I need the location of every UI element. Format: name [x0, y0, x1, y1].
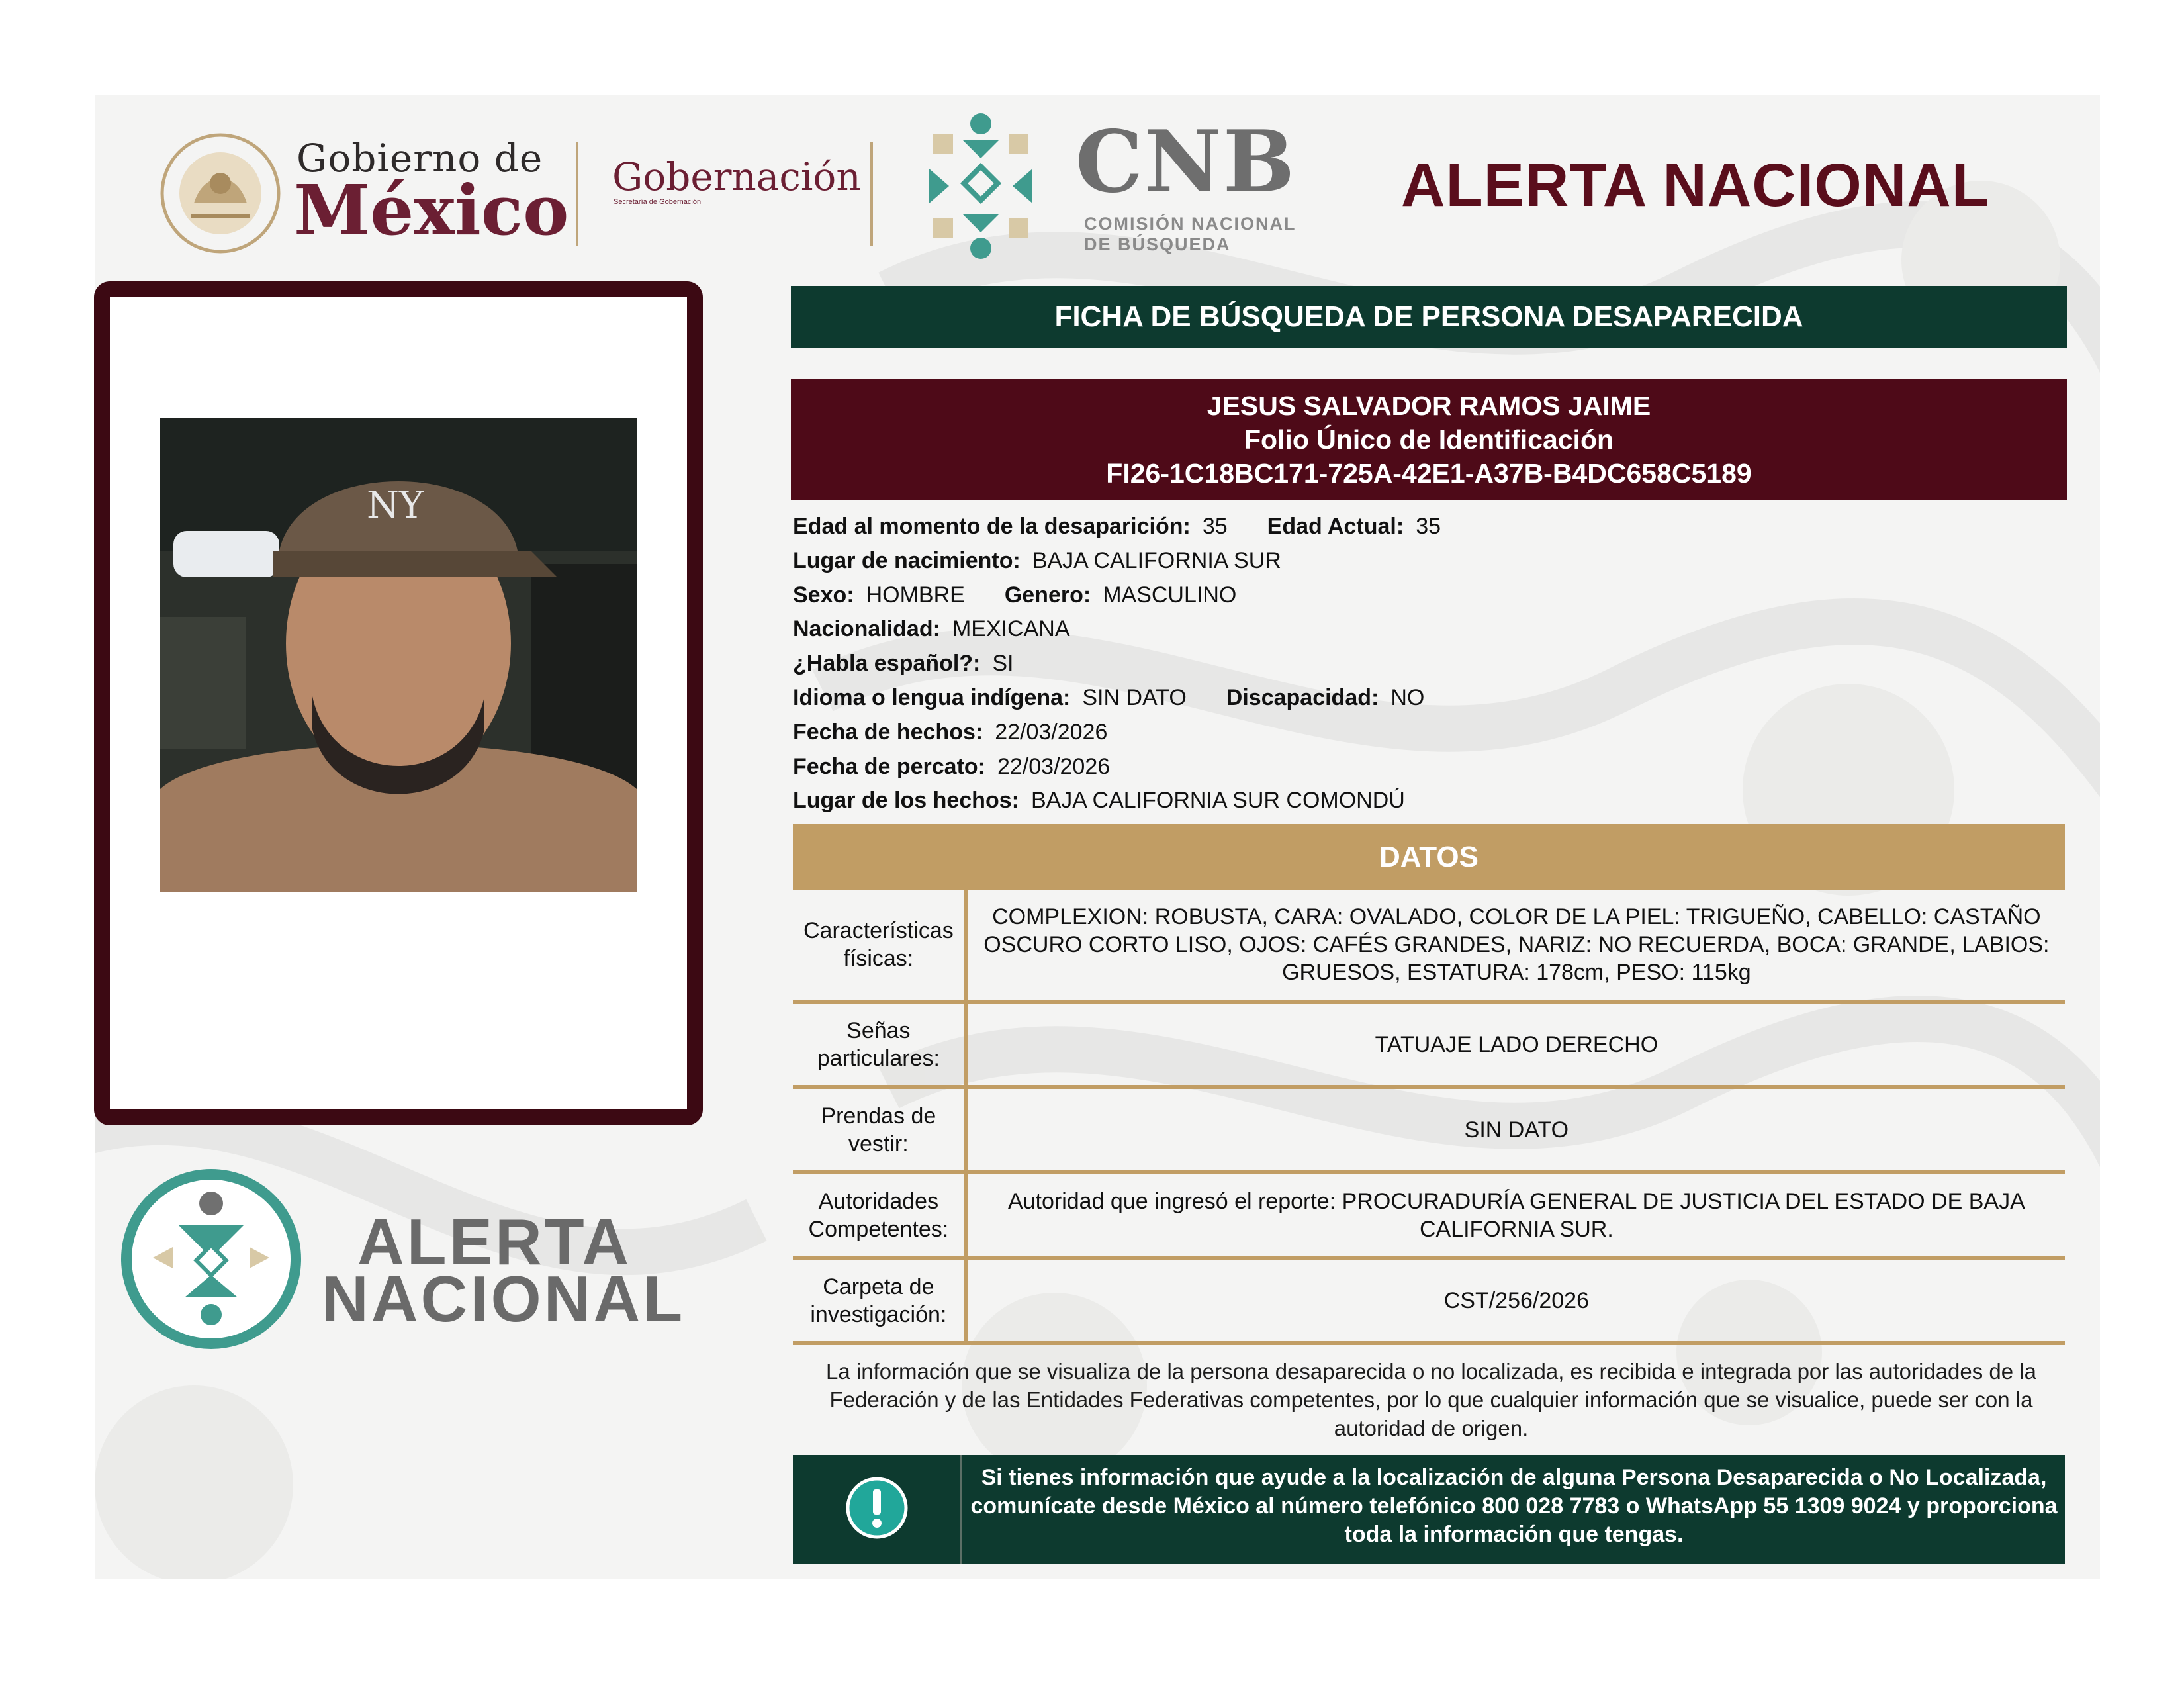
fecha-hechos-value: 22/03/2026	[995, 719, 1108, 745]
fecha-percato-label: Fecha de percato:	[793, 753, 985, 779]
discapacidad-label: Discapacidad:	[1226, 684, 1379, 710]
fecha-hechos-label: Fecha de hechos:	[793, 719, 983, 745]
info-row-sexo	[793, 579, 2070, 613]
folio-label: Folio Único de Identificación	[1244, 424, 1614, 455]
person-name-banner	[791, 379, 2067, 500]
ficha-title-banner: FICHA DE BÚSQUEDA DE PERSONA DESAPARECIDA	[791, 286, 2067, 348]
idioma-label: Idioma o lengua indígena:	[793, 684, 1071, 710]
edad-desaparicion-label: Edad al momento de la desaparición:	[793, 514, 1191, 539]
cnb-title: CNB	[1075, 113, 1297, 212]
lugar-hechos-label: Lugar de los hechos:	[793, 788, 1019, 814]
cnb-logo-icon	[903, 108, 1059, 264]
datos-value: Autoridad que ingresó el reporte: PROCURADURÍA GENERAL DE JUSTICIA DEL ESTADO DE BAJA CALIFORNIA SUR.	[966, 1172, 2065, 1258]
info-row-habla	[793, 647, 2070, 681]
table-row	[793, 1002, 2065, 1087]
datos-table	[793, 890, 2065, 1345]
contact-text: Si tienes información que ayude a la localización de alguna Persona Desaparecida o No Localizada, comunícate desde México al número telefónico 800 028 7783 o WhatsApp 55 1309 9024 y proporciona toda la información que tengas.	[970, 1465, 2058, 1547]
contact-divider	[960, 1455, 962, 1564]
table-row	[793, 1258, 2065, 1343]
lugar-nacimiento-value: BAJA CALIFORNIA SUR	[1032, 547, 1281, 573]
info-row-fecha-percato	[793, 750, 2070, 784]
alerta-nacional-title: ALERTA NACIONAL	[1401, 152, 1989, 219]
datos-key: Autoridades Competentes:	[793, 1172, 966, 1258]
datos-value: TATUAJE LADO DERECHO	[966, 1002, 2065, 1087]
nacionalidad-label: Nacionalidad:	[793, 616, 940, 642]
cnb-subtitle-line1: COMISIÓN NACIONAL	[1084, 214, 1297, 234]
habla-value: SI	[992, 651, 1014, 677]
gobernacion-title: Gobernación	[612, 154, 861, 199]
fecha-percato-value: 22/03/2026	[997, 753, 1111, 779]
datos-header: DATOS	[793, 824, 2065, 890]
genero-label: Genero:	[1004, 582, 1091, 608]
alerta-logo-text: ALERTA	[357, 1205, 632, 1278]
genero-value: MASCULINO	[1103, 582, 1237, 608]
lugar-hechos-value: BAJA CALIFORNIA SUR COMONDÚ	[1030, 788, 1405, 814]
info-row-idioma	[793, 681, 2070, 716]
mexico-seal-logo	[158, 130, 283, 256]
edad-actual-label: Edad Actual:	[1267, 514, 1404, 539]
edad-desaparicion-value: 35	[1202, 514, 1228, 539]
info-row-edad	[793, 510, 2070, 544]
lugar-nacimiento-label: Lugar de nacimiento:	[793, 547, 1021, 573]
svg-text:NY: NY	[367, 484, 424, 527]
disclaimer-text: La información que se visualiza de la persona desaparecida o no localizada, es recibida e integrada por las autoridades de la Federación y de las Entidades Federativas competentes, por lo que cualquier información que se visualice, puede ser con la autoridad de origen.	[825, 1359, 2036, 1440]
info-row-nacionalidad	[793, 612, 2070, 647]
nacionalidad-value: MEXICANA	[952, 616, 1070, 642]
person-name: JESUS SALVADOR RAMOS JAIME	[1206, 391, 1651, 421]
info-row-fecha-hechos	[793, 716, 2070, 750]
table-row	[793, 1172, 2065, 1258]
header-divider	[576, 142, 578, 246]
alerta-nacional-logo-icon	[117, 1165, 306, 1354]
table-row	[793, 890, 2065, 1002]
mexico-text: México	[294, 169, 569, 251]
datos-key: Señas particulares:	[793, 1002, 966, 1087]
exclamation-icon	[845, 1476, 909, 1540]
datos-key: Características físicas:	[793, 890, 966, 1002]
nacional-logo-text: NACIONAL	[322, 1262, 686, 1335]
habla-label: ¿Habla español?:	[793, 651, 981, 677]
header-divider	[870, 142, 873, 246]
sexo-label: Sexo:	[793, 582, 854, 608]
gobierno-de-text: Gobierno de	[296, 136, 543, 181]
edad-actual-value: 35	[1416, 514, 1441, 539]
gobernacion-subtitle: Secretaría de Gobernación	[614, 198, 702, 206]
datos-value: CST/256/2026	[966, 1258, 2065, 1343]
info-row-lugar-hechos	[793, 784, 2070, 818]
sexo-value: HOMBRE	[866, 582, 965, 608]
idioma-value: SIN DATO	[1082, 684, 1187, 710]
person-info-list	[793, 510, 2070, 818]
table-row	[793, 1087, 2065, 1172]
datos-key: Prendas de vestir:	[793, 1087, 966, 1172]
datos-value: COMPLEXION: ROBUSTA, CARA: OVALADO, COLOR DE LA PIEL: TRIGUEÑO, CABELLO: CASTAÑO OSCURO CORTO LISO, OJOS: CAFÉS GRANDES, NARIZ: NO RECUERDA, BOCA: GRANDE, LABIOS: GRUESOS, ESTATURA: 178cm, PESO: 115kg	[966, 890, 2065, 1002]
missing-person-photo	[160, 418, 637, 892]
info-row-nacimiento	[793, 544, 2070, 579]
cnb-subtitle-line2: DE BÚSQUEDA	[1084, 234, 1231, 254]
datos-value: SIN DATO	[966, 1087, 2065, 1172]
folio-number: FI26-1C18BC171-725A-42E1-A37B-B4DC658C5189	[1106, 458, 1752, 489]
datos-key: Carpeta de investigación:	[793, 1258, 966, 1343]
discapacidad-value: NO	[1390, 684, 1425, 710]
